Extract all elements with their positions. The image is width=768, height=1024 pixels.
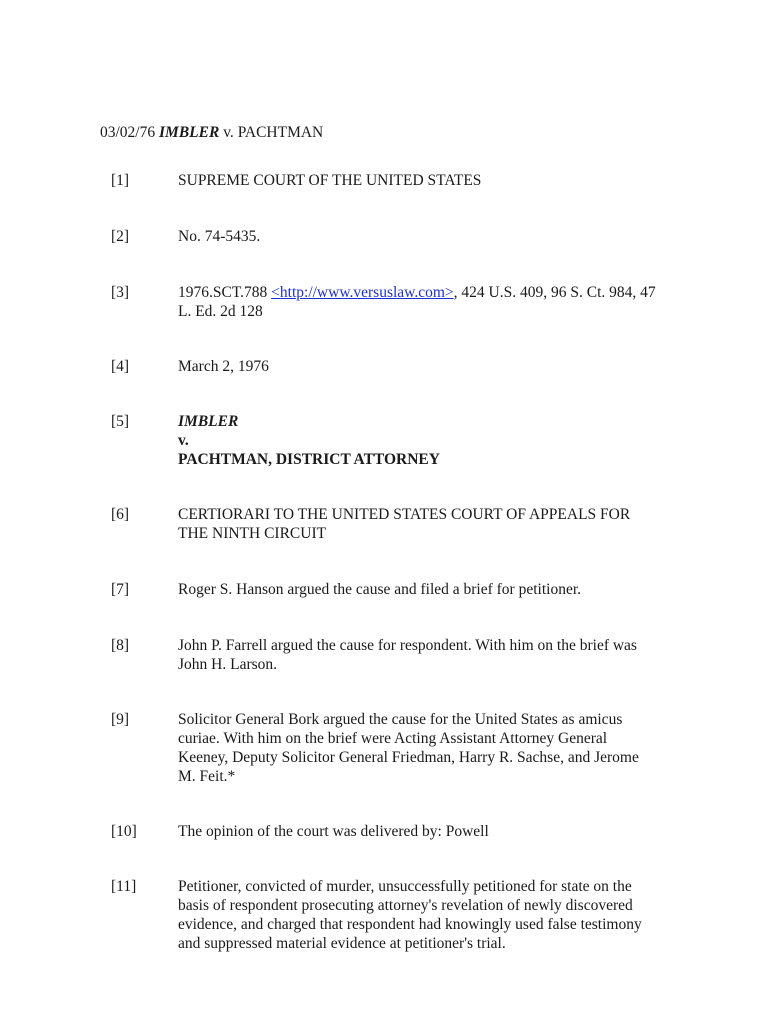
- amicus-counsel: Solicitor General Bork argued the cause for the United States as amicus curiae. With him on the brief were Acting Assistant Attorney General Keeney, Deputy Solicitor General Friedman, Harry R. Sachse, and Jerome M. Feit.*: [178, 711, 639, 785]
- paragraph-number: [8]: [111, 637, 130, 654]
- caption-party-b: PACHTMAN, DISTRICT ATTORNEY: [178, 451, 440, 468]
- paragraph-number: [4]: [111, 358, 130, 375]
- document-header: [100, 123, 323, 142]
- header-party-b: PACHTMAN: [237, 124, 324, 141]
- caption-party-a: IMBLER: [178, 413, 239, 430]
- caption-versus: v.: [178, 432, 189, 449]
- paragraph-number: [6]: [111, 506, 130, 523]
- paragraph-number: [10]: [111, 823, 137, 840]
- citation-prefix: 1976.SCT.788: [178, 284, 272, 301]
- certiorari-text: CERTIORARI TO THE UNITED STATES COURT OF APPEALS FOR THE NINTH CIRCUIT: [178, 506, 631, 542]
- decision-date: March 2, 1976: [178, 358, 269, 375]
- respondent-counsel: John P. Farrell argued the cause for respondent. With him on the brief was John H. Larson.: [178, 637, 637, 673]
- paragraph-number: [11]: [111, 878, 137, 895]
- docket-number: No. 74-5435.: [178, 228, 261, 245]
- header-versus: v.: [223, 124, 234, 141]
- paragraph-number: [5]: [111, 413, 130, 430]
- petitioner-counsel: Roger S. Hanson argued the cause and filed a brief for petitioner.: [178, 581, 582, 598]
- citation-suffix: , 424 U.S. 409, 96 S. Ct. 984, 47 L. Ed. 2d 128: [178, 284, 656, 320]
- versuslaw-link[interactable]: <http://www.versuslaw.com>: [271, 284, 454, 301]
- paragraph-number: [9]: [111, 711, 130, 728]
- opinion-text: Petitioner, convicted of murder, unsuccessfully petitioned for state on the basis of respondent prosecuting attorney's revelation of newly discovered evidence, and charged that respondent had knowingly used false testimony and suppressed material evidence at petitioner's trial.: [178, 878, 642, 952]
- header-date: 03/02/76: [100, 124, 156, 141]
- paragraph-number: [7]: [111, 581, 130, 598]
- opinion-author: The opinion of the court was delivered by: Powell: [178, 823, 489, 840]
- court-name: SUPREME COURT OF THE UNITED STATES: [178, 172, 482, 189]
- header-party-a: IMBLER: [159, 124, 220, 141]
- case-caption: [178, 412, 656, 469]
- paragraph-number: [3]: [111, 284, 130, 301]
- paragraph-number: [1]: [111, 172, 130, 189]
- paragraph-number: [2]: [111, 228, 130, 245]
- citation-text: [178, 283, 656, 321]
